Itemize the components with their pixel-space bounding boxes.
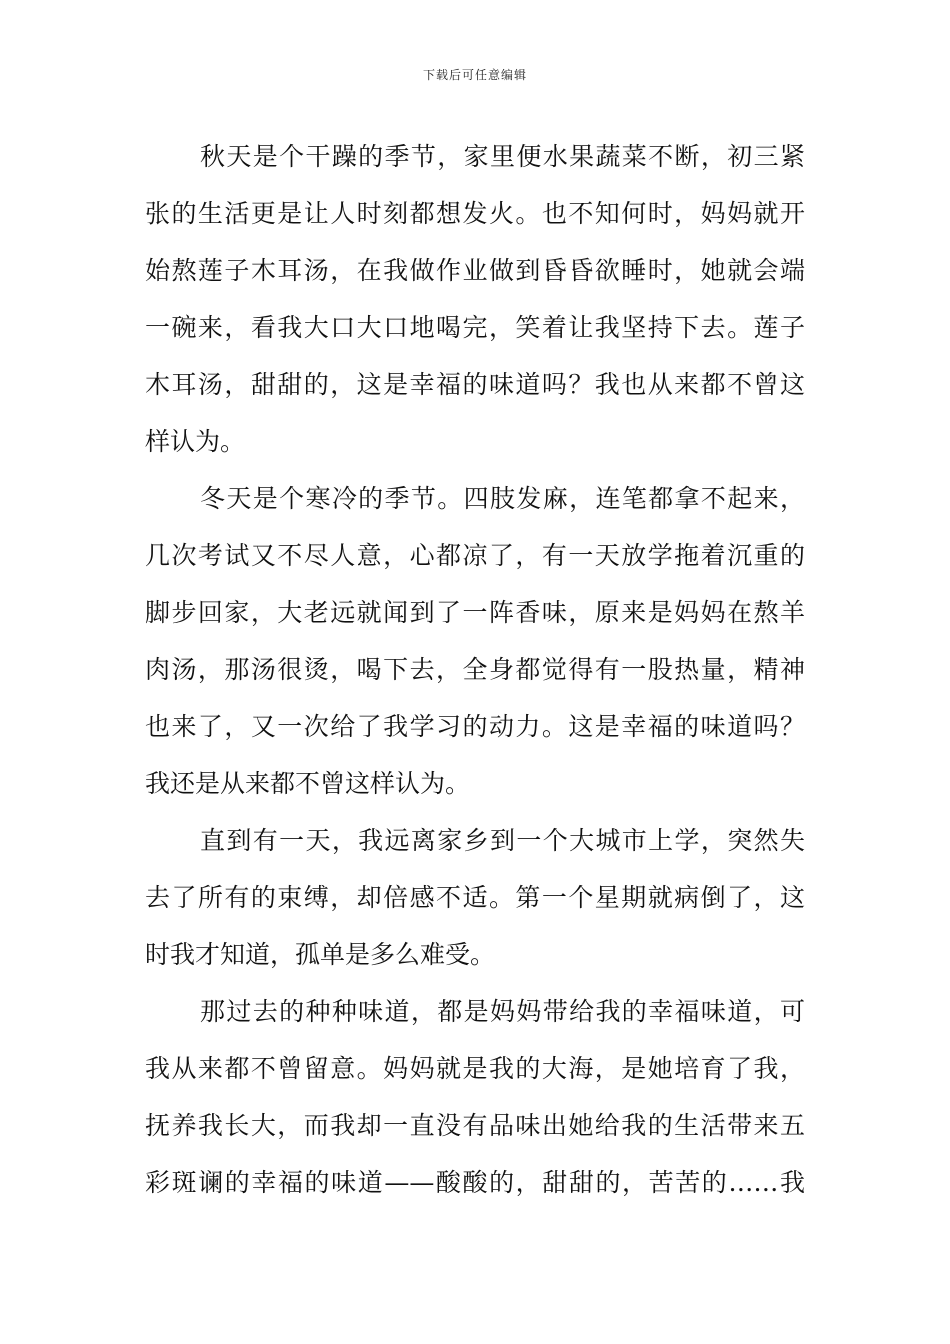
document-body <box>145 128 805 1211</box>
text-line: 始熬莲子木耳汤，在我做作业做到昏昏欲睡时，她就会端 <box>145 256 805 285</box>
text-line: 样认为。 <box>145 427 246 456</box>
text-line: 我还是从来都不曾这样认为。 <box>145 769 471 798</box>
text-line: 抚养我长大，而我却一直没有品味出她给我的生活带来五 <box>145 1111 805 1140</box>
text-line: 冬天是个寒冷的季节。四肢发麻，连笔都拿不起来， <box>200 484 805 513</box>
page-header: 下载后可任意编辑 <box>422 68 527 82</box>
text-line: 我从来都不曾留意。妈妈就是我的大海，是她培育了我， <box>145 1054 805 1083</box>
text-line: 直到有一天，我远离家乡到一个大城市上学，突然失 <box>200 826 805 855</box>
text-line: 彩斑谰的幸福的味道——酸酸的，甜甜的，苦苦的……我 <box>145 1168 805 1197</box>
text-line: 脚步回家，大老远就闻到了一阵香味，原来是妈妈在熬羊 <box>145 598 805 627</box>
text-line: 秋天是个干躁的季节，家里便水果蔬菜不断，初三紧 <box>200 142 805 171</box>
text-line: 几次考试又不尽人意，心都凉了，有一天放学拖着沉重的 <box>145 541 805 570</box>
paragraph-city <box>145 812 805 983</box>
text-line: 去了所有的束缚，却倍感不适。第一个星期就病倒了，这 <box>145 883 805 912</box>
paragraph-winter <box>145 470 805 812</box>
paragraph-reflection <box>145 983 805 1211</box>
text-line: 木耳汤，甜甜的，这是幸福的味道吗？我也从来都不曾这 <box>145 370 805 399</box>
text-line: 那过去的种种味道，都是妈妈带给我的幸福味道，可 <box>200 997 805 1026</box>
text-line: 也来了，又一次给了我学习的动力。这是幸福的味道吗？ <box>145 712 805 741</box>
text-line: 肉汤，那汤很烫，喝下去，全身都觉得有一股热量，精神 <box>145 655 805 684</box>
paragraph-autumn <box>145 128 805 470</box>
text-line: 时我才知道，孤单是多么难受。 <box>145 940 496 969</box>
text-line: 张的生活更是让人时刻都想发火。也不知何时，妈妈就开 <box>145 199 805 228</box>
text-line: 一碗来，看我大口大口地喝完，笑着让我坚持下去。莲子 <box>145 313 805 342</box>
